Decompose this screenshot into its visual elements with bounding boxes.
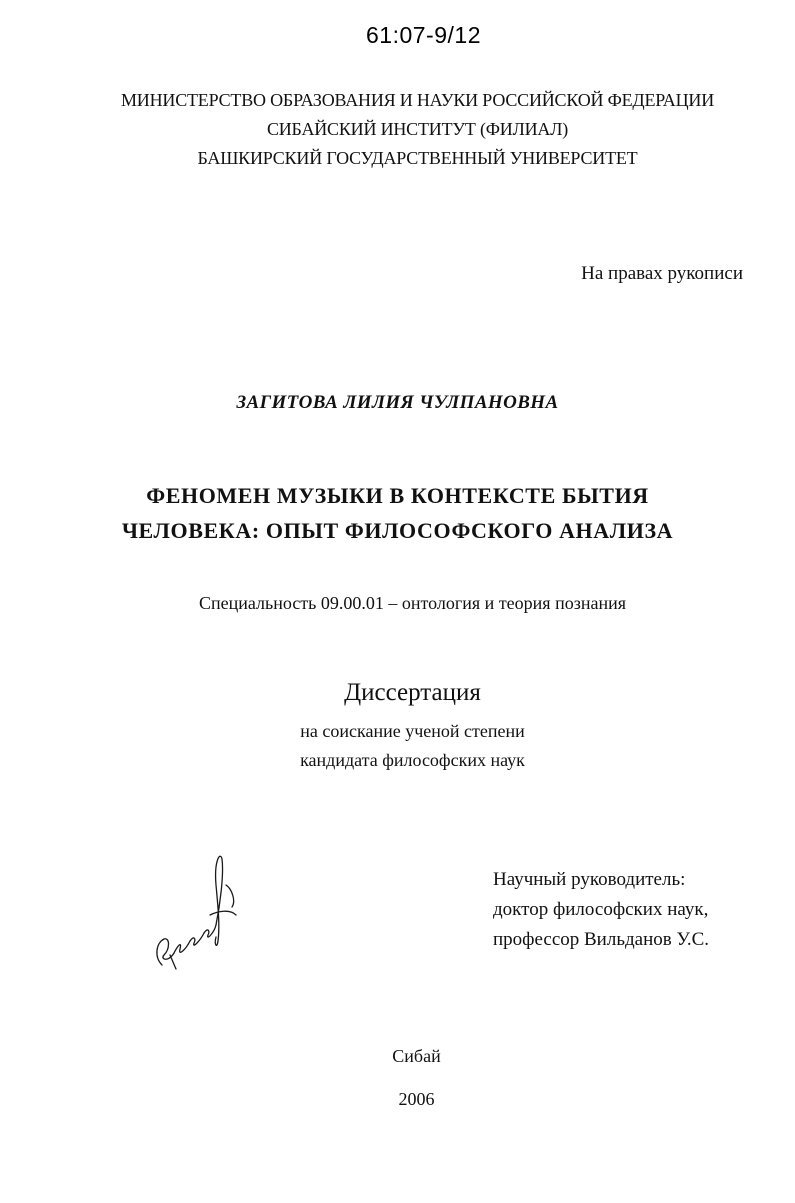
institution-line: БАШКИРСКИЙ ГОСУДАРСТВЕННЫЙ УНИВЕРСИТЕТ bbox=[197, 148, 638, 168]
author-name: ЗАГИТОВА ЛИЛИЯ ЧУЛПАНОВНА bbox=[236, 392, 559, 413]
handwritten-signature bbox=[140, 845, 250, 980]
title-line: ЧЕЛОВЕКА: ОПЫТ ФИЛОСОФСКОГО АНАЛИЗА bbox=[121, 518, 674, 543]
year: 2006 bbox=[398, 1089, 435, 1109]
supervisor-block bbox=[493, 865, 709, 955]
supervisor-line: доктор философских наук, bbox=[493, 899, 709, 920]
specialty: Специальность 09.00.01 – онтология и теория познания bbox=[199, 593, 626, 613]
manuscript-note: На правах рукописи bbox=[581, 263, 743, 284]
institution-block bbox=[0, 86, 795, 173]
supervisor-line: профессор Вильданов У.С. bbox=[493, 929, 710, 950]
work-type: Диссертация bbox=[344, 679, 481, 706]
city: Сибай bbox=[392, 1046, 441, 1066]
institution-line: СИБАЙСКИЙ ИНСТИТУТ (ФИЛИАЛ) bbox=[266, 119, 569, 139]
title-line: ФЕНОМЕН МУЗЫКИ В КОНТЕКСТЕ БЫТИЯ bbox=[146, 483, 649, 508]
institution-line: МИНИСТЕРСТВО ОБРАЗОВАНИЯ И НАУКИ РОССИЙСКОЙ ФЕДЕРАЦИИ bbox=[121, 90, 714, 110]
supervisor-line: Научный руководитель: bbox=[493, 869, 686, 890]
degree-line: кандидата философских наук bbox=[300, 750, 525, 770]
degree-line: на соискание ученой степени bbox=[300, 721, 525, 741]
degree-block bbox=[0, 717, 795, 775]
dissertation-title bbox=[0, 478, 795, 548]
archive-stamp: 61:07-9/12 bbox=[366, 22, 481, 48]
